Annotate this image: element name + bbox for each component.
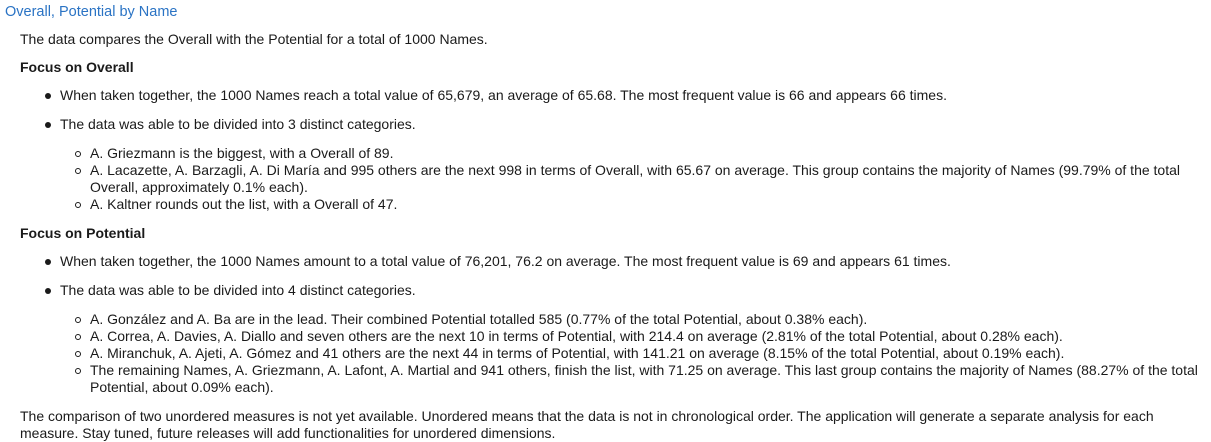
bullet-text: The data was able to be divided into 4 distinct categories. xyxy=(60,282,416,298)
closing-note: The comparison of two unordered measures is not yet available. Unordered means that the data is not in chronological order. The application will generate a separate analysis for each measure. Stay tuned, future releases will add functionalities for unordered dimensions. xyxy=(20,408,1154,441)
sub-list-potential xyxy=(60,311,1207,396)
sub-item: A. Lacazette, A. Barzagli, A. Di María and 995 others are the next 998 in terms of Overall, with 65.67 on average. This group contains the majority of Names (99.79% of the total Overall, approximately 0.1% each). xyxy=(90,162,1207,196)
sub-item: A. Miranchuk, A. Ajeti, A. Gómez and 41 others are the next 44 in terms of Potential, with 141.21 on average (8.15% of the total Potential, about 0.19% each). xyxy=(90,345,1207,362)
bullet-list-potential xyxy=(5,253,1207,396)
sub-item: A. González and A. Ba are in the lead. Their combined Potential totalled 585 (0.77% of the total Potential, about 0.38% each). xyxy=(90,311,1207,328)
bullet-item: When taken together, the 1000 Names amount to a total value of 76,201, 76.2 on average. The most frequent value is 69 and appears 61 times. xyxy=(60,253,1207,270)
bullet-list-overall xyxy=(5,87,1207,213)
bullet-item xyxy=(60,116,1207,213)
bullet-item xyxy=(60,282,1207,396)
page-title[interactable]: Overall, Potential by Name xyxy=(5,4,178,20)
sub-item: A. Griezmann is the biggest, with a Overall of 89. xyxy=(90,145,1207,162)
section-overall xyxy=(5,59,1207,213)
section-heading-potential: Focus on Potential xyxy=(20,225,146,241)
bullet-item: When taken together, the 1000 Names reach a total value of 65,679, an average of 65.68. The most frequent value is 66 and appears 66 times. xyxy=(60,87,1207,104)
sub-item: A. Correa, A. Davies, A. Diallo and seven others are the next 10 in terms of Potential, with 214.4 on average (2.81% of the total Potential, about 0.28% each). xyxy=(90,328,1207,345)
section-heading-overall: Focus on Overall xyxy=(20,59,134,75)
sub-item: A. Kaltner rounds out the list, with a Overall of 47. xyxy=(90,196,1207,213)
section-potential xyxy=(5,225,1207,396)
sub-item: The remaining Names, A. Griezmann, A. Lafont, A. Martial and 941 others, finish the list, with 71.25 on average. This last group contains the majority of Names (88.27% of the total Potential, about 0.09% each). xyxy=(90,362,1207,396)
bullet-text: The data was able to be divided into 3 distinct categories. xyxy=(60,116,416,132)
sub-list-overall xyxy=(60,145,1207,213)
intro-text: The data compares the Overall with the Potential for a total of 1000 Names. xyxy=(20,31,488,47)
